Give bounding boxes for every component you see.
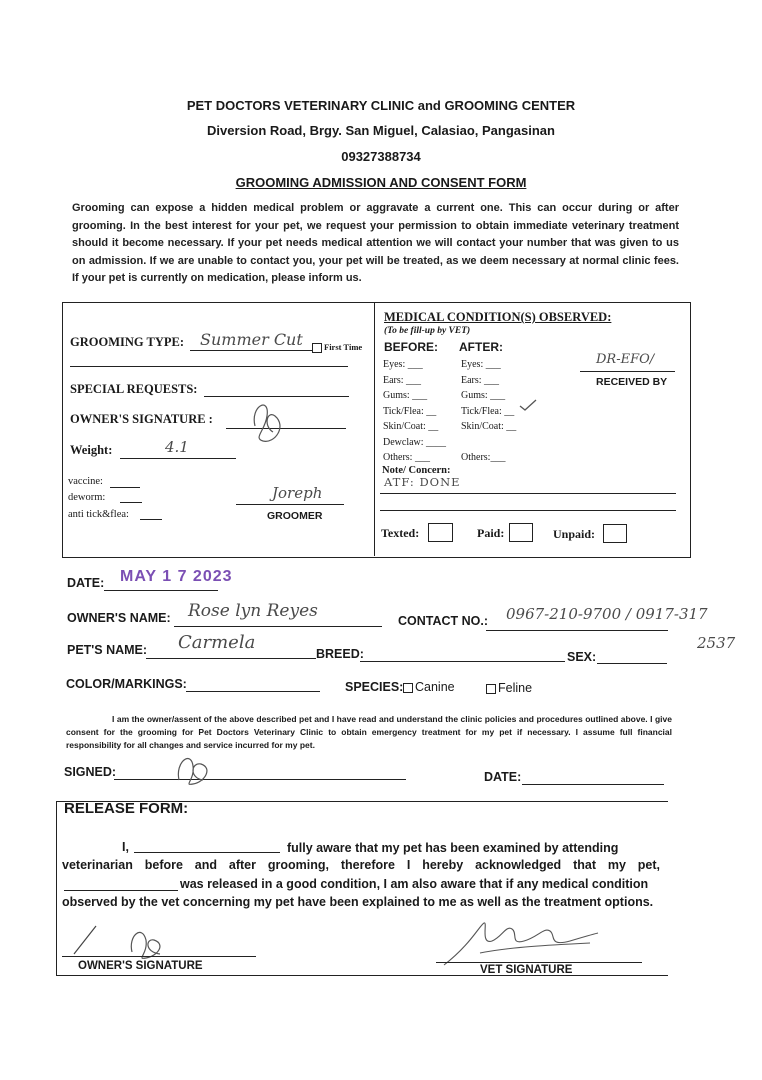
intro-paragraph: Grooming can expose a hidden medical problem or aggravate a current one. This can occur during or after grooming. In the best interest for your pet, we request your permission to obtain immediate veterinary treatment should it become necessary. If your pet needs medical attention we will contact your number that was given to us on admission. If we are unable to contact you, your pet will be treated, as we deem necessary at normal clinic fees. If your pet is currently on medication, please inform us. xyxy=(72,202,679,284)
owner-release-signature-label: OWNER'S SIGNATURE xyxy=(78,960,203,972)
after-label: AFTER: xyxy=(459,340,503,354)
species-canine-option[interactable] xyxy=(403,680,455,694)
color-markings-line[interactable] xyxy=(186,691,320,692)
owner-signature-scribble-2 xyxy=(173,750,218,788)
release-title: RELEASE FORM: xyxy=(64,800,189,817)
pet-name-line xyxy=(146,658,316,659)
clinic-address: Diversion Road, Brgy. San Miguel, Calasiao, Pangasinan xyxy=(207,123,555,138)
panel-divider xyxy=(374,302,375,556)
contact-value[interactable]: 0967-210-9700 / 0917-317 xyxy=(506,605,708,623)
groomer-label: GROOMER xyxy=(267,510,323,522)
texted-label: Texted: xyxy=(381,526,420,540)
canine-checkbox[interactable] xyxy=(403,683,413,693)
received-by-value[interactable]: DR-EFO/ xyxy=(596,352,655,367)
owner-name-line xyxy=(174,626,382,627)
date-stamp[interactable]: MAY 1 7 2023 xyxy=(120,568,233,585)
owner-name-value[interactable]: Rose lyn Reyes xyxy=(188,601,318,621)
contact-line xyxy=(486,630,668,631)
pet-name-label: PET'S NAME: xyxy=(67,643,148,657)
groomer-line xyxy=(236,504,344,505)
anti-tick-line[interactable] xyxy=(140,519,162,520)
feline-label: Feline xyxy=(498,681,533,695)
signed-line[interactable] xyxy=(114,779,406,780)
release-name-line[interactable] xyxy=(134,852,280,853)
after-item[interactable]: Eyes: ___ xyxy=(461,359,501,370)
before-label: BEFORE: xyxy=(384,340,438,354)
date2-line[interactable] xyxy=(522,784,664,785)
medical-condition-title: MEDICAL CONDITION(S) OBSERVED: xyxy=(384,310,612,324)
grooming-type-label: GROOMING TYPE: xyxy=(70,335,185,349)
after-item[interactable]: Skin/Coat: __ xyxy=(461,421,517,432)
grooming-type-value[interactable]: Summer Cut xyxy=(200,330,303,349)
unpaid-label: Unpaid: xyxy=(553,527,596,541)
consent-paragraph: I am the owner/assent of the above described pet and I have read and understand the clinic policies and procedures outlined above. I give consent for the grooming for Pet Doctors Veterinary Clinic to obtain emergency treatment for my pet if necessary. I assume full financial responsibility for all changes and service incurred for my pet. xyxy=(66,714,672,750)
signed-label: SIGNED: xyxy=(64,765,117,779)
release-i-label: I, xyxy=(122,840,129,854)
received-by-label: RECEIVED BY xyxy=(596,376,668,388)
paid-label: Paid: xyxy=(477,526,505,540)
note-label: Note/ Concern: xyxy=(382,465,451,476)
release-line1: fully aware that my pet has been examined by attending xyxy=(287,841,619,855)
first-time-label: First Time xyxy=(324,342,363,352)
release-pet-line[interactable] xyxy=(64,890,178,891)
before-item[interactable]: Gums: ___ xyxy=(383,390,428,401)
vaccine-label: vaccine: xyxy=(68,476,103,487)
contact-label: CONTACT NO.: xyxy=(398,614,489,628)
feline-checkbox[interactable] xyxy=(486,684,496,694)
owner-signature-scribble-3 xyxy=(70,920,190,965)
note-line-2[interactable] xyxy=(380,510,676,511)
first-time-checkbox[interactable] xyxy=(312,342,362,353)
before-item[interactable]: Eyes: ___ xyxy=(383,359,423,370)
weight-line xyxy=(120,458,236,459)
after-item[interactable]: Ears: ___ xyxy=(461,374,500,386)
grooming-type-line-2 xyxy=(70,366,348,367)
release-line4: observed by the vet concerning my pet have been explained to me as well as the treatment options. xyxy=(62,895,654,909)
before-item[interactable]: Tick/Flea: __ xyxy=(383,405,437,417)
form-title: GROOMING ADMISSION AND CONSENT FORM xyxy=(235,175,527,190)
canine-label: Canine xyxy=(415,680,455,694)
species-label: SPECIES: xyxy=(345,680,404,694)
vaccine-line[interactable] xyxy=(110,487,140,488)
anti-tick-label: anti tick&flea: xyxy=(68,509,129,520)
owner-signature-scribble-1 xyxy=(245,396,295,446)
after-item[interactable]: Tick/Flea: __ xyxy=(461,405,515,417)
species-feline-option[interactable] xyxy=(486,681,532,695)
vet-signature-line[interactable] xyxy=(436,962,642,963)
vet-signature-label: VET SIGNATURE xyxy=(480,964,573,976)
contact-value-2[interactable]: 2537 xyxy=(697,634,736,652)
release-left-border xyxy=(56,801,57,975)
after-list xyxy=(461,357,516,466)
before-item[interactable]: Ears: ___ xyxy=(383,374,422,386)
unpaid-checkbox[interactable] xyxy=(603,524,627,543)
paid-checkbox[interactable] xyxy=(509,523,533,542)
note-value[interactable]: ATF: DONE xyxy=(384,475,461,489)
owner-signature-label: OWNER'S SIGNATURE : xyxy=(70,412,213,426)
tick-flea-checkmark-icon xyxy=(518,398,538,412)
before-item[interactable]: Dewclaw: ____ xyxy=(383,436,447,448)
deworm-line[interactable] xyxy=(120,502,142,503)
deworm-label: deworm: xyxy=(68,492,106,503)
owner-release-signature-line[interactable] xyxy=(62,956,256,957)
release-line3: was released in a good condition, I am also aware that if any medical condition xyxy=(180,877,649,891)
texted-checkbox[interactable] xyxy=(428,523,453,542)
sex-line[interactable] xyxy=(597,663,667,664)
clinic-name: PET DOCTORS VETERINARY CLINIC and GROOMING CENTER xyxy=(186,98,576,113)
release-line2: veterinarian before and after grooming, therefore I hereby acknowledged that my pet, xyxy=(62,858,660,872)
breed-label: BREED: xyxy=(316,647,364,661)
owner-name-label: OWNER'S NAME: xyxy=(67,611,171,625)
weight-value[interactable]: 4.1 xyxy=(165,438,189,456)
before-list xyxy=(383,357,446,466)
sex-label: SEX: xyxy=(567,650,597,664)
clinic-phone: 09327388734 xyxy=(341,149,421,164)
before-item[interactable]: Skin/Coat: __ xyxy=(383,421,439,432)
color-markings-label: COLOR/MARKINGS: xyxy=(66,677,187,691)
breed-line[interactable] xyxy=(360,661,565,662)
special-requests-label: SPECIAL REQUESTS: xyxy=(70,382,198,396)
grooming-type-line xyxy=(190,350,312,351)
after-item[interactable]: Gums: ___ xyxy=(461,390,506,401)
date2-label: DATE: xyxy=(484,770,522,784)
pet-name-value[interactable]: Carmela xyxy=(178,632,256,653)
first-time-box[interactable] xyxy=(312,343,322,353)
received-by-line xyxy=(580,371,675,372)
note-line-1[interactable] xyxy=(380,493,676,494)
date-label: DATE: xyxy=(67,576,105,590)
date-line xyxy=(104,590,218,591)
weight-label: Weight: xyxy=(70,443,113,457)
release-bottom-rule xyxy=(56,975,668,976)
after-item[interactable]: Others:___ xyxy=(461,452,506,463)
groomer-name[interactable]: Joreph xyxy=(272,484,323,502)
before-item[interactable]: Others: ___ xyxy=(383,452,430,463)
vet-subtitle: (To be fill-up by VET) xyxy=(384,326,471,336)
